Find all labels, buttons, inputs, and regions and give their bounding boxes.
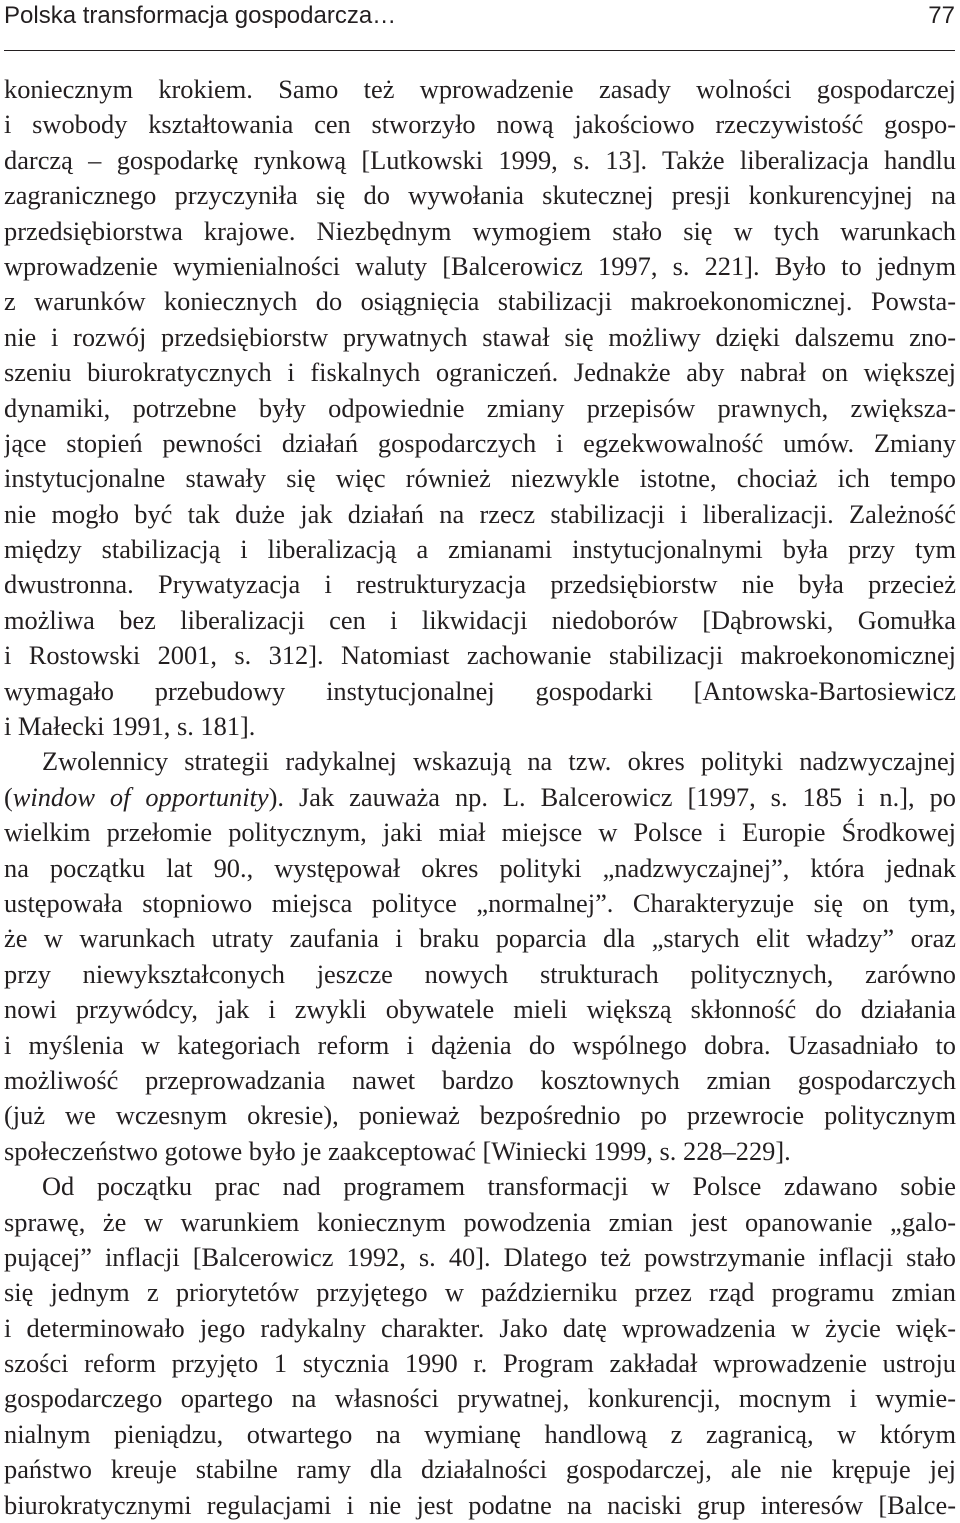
page-header <box>4 0 955 51</box>
text-line: sprawę, że w warunkiem koniecznym powodzenia zmian jest opanowanie „galo- <box>4 1206 956 1237</box>
text-line: i determinowało jego radykalny charakter. Jako datę wprowadzenia w życie więk- <box>4 1312 956 1343</box>
text-line: na początku lat 90., występował okres polityki „nadzwyczajnej”, która jednak <box>4 852 956 883</box>
text-line: przedsiębiorstwa krajowe. Niezbędnym wymogiem stało się w tych warunkach <box>4 215 956 246</box>
text-line: państwo kreuje stabilne ramy dla działalności gospodarczej, ale nie krępuje jej <box>4 1454 956 1485</box>
text-line: (już we wczesnym okresie), ponieważ bezpośrednio po przewrocie politycznym <box>4 1100 956 1131</box>
text-line: że w warunkach utraty zaufania i braku poparcia dla „starych elit władzy” oraz <box>4 923 956 954</box>
text-line: możliwa bez liberalizacji cen i likwidacji niedoborów [Dąbrowski, Gomułka <box>4 604 956 635</box>
running-title: Polska transformacja gospodarcza… <box>4 2 397 29</box>
text-line: jące stopień pewności działań gospodarczych i egzekwowalność umów. Zmiany <box>4 427 956 458</box>
text-line: dynamiki, potrzebne były odpowiednie zmiany przepisów prawnych, zwiększa- <box>4 392 956 423</box>
text-line: i myślenia w kategoriach reform i dążenia do wspólnego dobra. Uzasadniało to <box>4 1029 956 1060</box>
body-text <box>4 72 956 1523</box>
text-line: pującej” inflacji [Balcerowicz 1992, s. 40]. Dlatego też powstrzymanie inflacji stało <box>4 1241 956 1272</box>
italic-phrase: window of opportunity <box>12 781 269 812</box>
text-line: przy niewykształconych jeszcze nowych strukturach politycznych, zarówno <box>4 958 956 989</box>
page-number: 77 <box>928 2 955 29</box>
text-line: Od początku prac nad programem transformacji w Polsce zdawano sobie <box>42 1171 956 1202</box>
text-line: nie mogło być tak duże jak działań na rzecz stabilizacji i liberalizacji. Zależność <box>4 498 956 529</box>
text-line: (window of opportunity). Jak zauważa np. L. Balcerowicz [1997, s. 185 i n.], po <box>4 781 956 812</box>
text-line: darczą – gospodarkę rynkową [Lutkowski 1999, s. 13]. Także liberalizacja handlu <box>4 144 956 175</box>
text-line: gospodarczego opartego na własności prywatnej, konkurencji, mocnym i wymie- <box>4 1383 956 1414</box>
text-line: się jednym z priorytetów przyjętego w październiku przez rząd programu zmian <box>4 1277 956 1308</box>
text-line: z warunków koniecznych do osiągnięcia stabilizacji makroekonomicznej. Powsta- <box>4 286 956 317</box>
text-line: dwustronna. Prywatyzacja i restrukturyzacja przedsiębiorstw nie była przecież <box>4 569 956 600</box>
text-line: wielkim przełomie politycznym, jaki miał miejsce w Polsce i Europie Środkowej <box>4 817 956 848</box>
text-line: nie i rozwój przedsiębiorstw prywatnych stawał się możliwy dzięki dalszemu zno- <box>4 321 956 352</box>
text-line: biurokratycznymi regulacjami i nie jest podatne na naciski grup interesów [Balce- <box>4 1489 956 1520</box>
text-line: nowi przywódcy, jak i zwykli obywatele mieli większą skłonność do działania <box>4 994 956 1025</box>
text-line: możliwość przeprowadzania nawet bardzo kosztownych zmian gospodarczych <box>4 1064 956 1095</box>
text-line: szości reform przyjęto 1 stycznia 1990 r. Program zakładał wprowadzenie ustroju <box>4 1348 956 1379</box>
text-line: instytucjonalne stawały się więc również niezwykle istotne, chociaż ich tempo <box>4 463 956 494</box>
text-line: nialnym pieniądzu, otwartego na wymianę handlową z zagranicą, w którym <box>4 1418 956 1449</box>
text-line: społeczeństwo gotowe było je zaakceptować [Winiecki 1999, s. 228–229]. <box>4 1135 791 1166</box>
text-line: koniecznym krokiem. Samo też wprowadzenie zasady wolności gospodarczej <box>4 74 956 104</box>
text-line: Zwolennicy strategii radykalnej wskazują na tzw. okres polityki nadzwyczajnej <box>42 746 956 777</box>
text-line: między stabilizacją i liberalizacją a zmianami instytucjonalnymi była przy tym <box>4 534 956 565</box>
text-line: zagranicznego przyczyniła się do wywołania skutecznej presji konkurencyjnej na <box>4 180 956 211</box>
text-line: i swobody kształtowania cen stworzyło nową jakościowo rzeczywistość gospo- <box>4 109 956 140</box>
text-line: wymagało przebudowy instytucjonalnej gospodarki [Antowska-Bartosiewicz <box>4 675 956 706</box>
text-line: ustępowała stopniowo miejsca polityce „normalnej”. Charakteryzuje się on tym, <box>4 887 956 918</box>
text-line: i Małecki 1991, s. 181]. <box>4 711 256 742</box>
text-line: wprowadzenie wymienialności waluty [Balcerowicz 1997, s. 221]. Było to jednym <box>4 250 956 281</box>
text-line: szeniu biurokratycznych i fiskalnych ograniczeń. Jednakże aby nabrał on większej <box>4 357 956 388</box>
text-line: i Rostowski 2001, s. 312]. Natomiast zachowanie stabilizacji makroekonomicznej <box>4 640 956 671</box>
